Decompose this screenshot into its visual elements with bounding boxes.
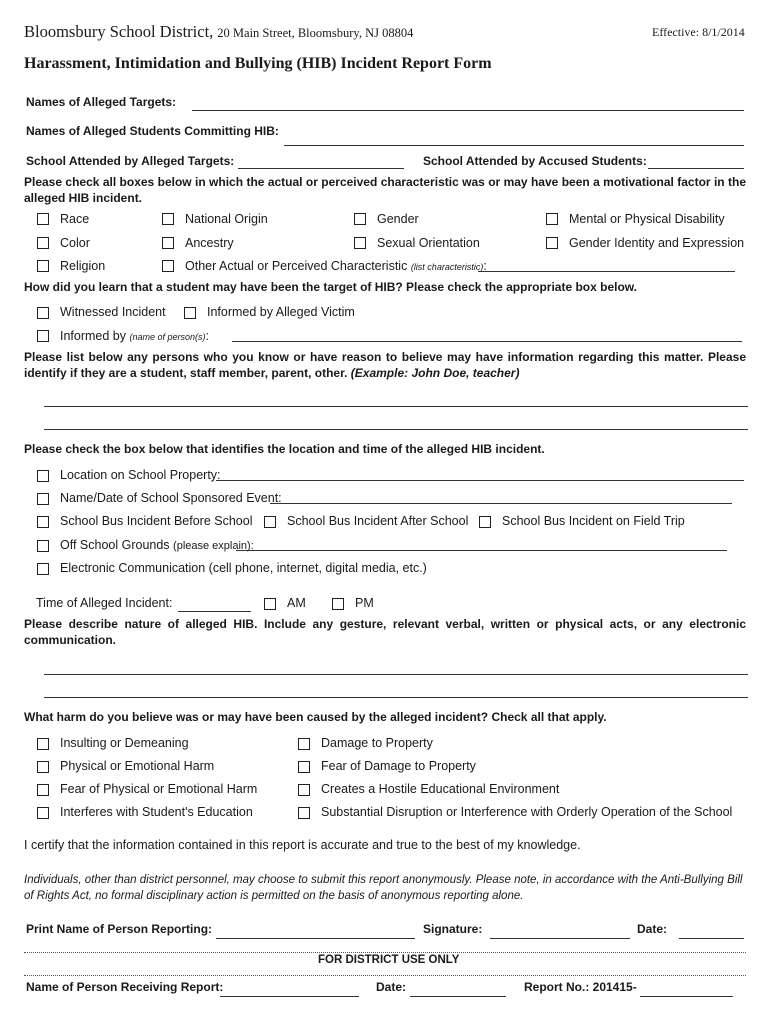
nature-input-line-2[interactable] <box>44 697 748 698</box>
district-date-input-line[interactable] <box>410 996 506 997</box>
off-grounds-input-line[interactable] <box>236 550 727 551</box>
physical-emotional-checkbox[interactable] <box>37 761 49 773</box>
district-name: Bloomsbury School District, <box>24 22 214 41</box>
committing-input-line[interactable] <box>284 145 744 146</box>
other-characteristic-checkbox[interactable] <box>162 260 174 272</box>
gender-identity-checkbox[interactable] <box>546 237 558 249</box>
fear-harm-checkbox[interactable] <box>37 784 49 796</box>
report-no-label: Report No.: 201415- <box>524 980 637 994</box>
am-checkbox[interactable] <box>264 598 276 610</box>
other-characteristic-note: (list characteristic) <box>410 262 484 272</box>
other-characteristic-colon: : <box>483 259 487 273</box>
harm-question: What harm do you believe was or may have been caused by the alleged incident? Check all that apply. <box>24 710 607 724</box>
location-instruction: Please check the box below that identifies the location and time of the alleged HIB incident. <box>24 442 545 456</box>
disruption-checkbox[interactable] <box>298 807 310 819</box>
on-property-label: Location on School Property: <box>60 468 221 482</box>
persons-instruction-text: Please list below any persons who you know or have reason to believe may have information regarding this matter. Please identify if they are a student, staff member, parent, other. <box>24 350 746 380</box>
certify-statement: I certify that the information contained in this report is accurate and true to the best of my knowledge. <box>24 838 581 852</box>
damage-property-label: Damage to Property <box>321 736 433 750</box>
district-use-heading: FOR DISTRICT USE ONLY <box>318 954 460 966</box>
informed-by-label <box>60 329 209 343</box>
informed-by-colon: : <box>205 329 210 343</box>
form-title: Harassment, Intimidation and Bullying (HIB) Incident Report Form <box>24 55 492 72</box>
off-grounds-checkbox[interactable] <box>37 540 49 552</box>
sexual-orientation-label: Sexual Orientation <box>377 236 480 250</box>
anonymous-note: Individuals, other than district personnel, may choose to submit this report anonymously. Please note, in accordance with the Anti-Bullying Bill of Rights Act, no formal disciplinary action is permitted on the basis of anonymous reporting alone. <box>24 874 743 902</box>
bus-before-checkbox[interactable] <box>37 516 49 528</box>
persons-instruction <box>24 349 746 381</box>
on-property-input-line[interactable] <box>216 480 744 481</box>
district-date-label: Date: <box>376 980 407 994</box>
color-label: Color <box>60 236 90 250</box>
report-no-input-line[interactable] <box>640 996 733 997</box>
district-use-bottom-divider <box>24 975 746 976</box>
bus-after-label: School Bus Incident After School <box>287 514 469 528</box>
nature-instruction: Please describe nature of alleged HIB. Include any gesture, relevant verbal, written or physical acts, or any electronic communication. <box>24 617 746 647</box>
other-characteristic-label <box>185 259 487 273</box>
witnessed-checkbox[interactable] <box>37 307 49 319</box>
pm-checkbox[interactable] <box>332 598 344 610</box>
receiving-label: Name of Person Receiving Report: <box>26 980 224 994</box>
religion-label: Religion <box>60 259 106 273</box>
bus-field-trip-label: School Bus Incident on Field Trip <box>502 514 685 528</box>
electronic-label: Electronic Communication (cell phone, internet, digital media, etc.) <box>60 561 427 575</box>
ancestry-checkbox[interactable] <box>162 237 174 249</box>
school-targets-input-line[interactable] <box>238 168 404 169</box>
race-checkbox[interactable] <box>37 213 49 225</box>
fear-harm-label: Fear of Physical or Emotional Harm <box>60 782 258 796</box>
learned-question: How did you learn that a student may have been the target of HIB? Please check the appropriate box below. <box>24 280 638 294</box>
persons-input-line-2[interactable] <box>44 429 748 430</box>
gender-label: Gender <box>377 212 419 226</box>
gender-checkbox[interactable] <box>354 213 366 225</box>
signature-input-line[interactable] <box>490 938 630 939</box>
bus-before-label: School Bus Incident Before School <box>60 514 253 528</box>
informed-victim-checkbox[interactable] <box>184 307 196 319</box>
print-name-input-line[interactable] <box>216 938 415 939</box>
hostile-checkbox[interactable] <box>298 784 310 796</box>
informed-by-text: Informed by <box>60 329 127 343</box>
witnessed-label: Witnessed Incident <box>60 305 166 319</box>
disability-checkbox[interactable] <box>546 213 558 225</box>
sponsored-event-label: Name/Date of School Sponsored Event: <box>60 491 282 505</box>
ancestry-label: Ancestry <box>185 236 234 250</box>
informed-by-input-line[interactable] <box>232 341 742 342</box>
persons-input-line-1[interactable] <box>44 406 748 407</box>
bus-after-checkbox[interactable] <box>264 516 276 528</box>
hostile-label: Creates a Hostile Educational Environment <box>321 782 560 796</box>
school-accused-label: School Attended by Accused Students: <box>423 154 647 168</box>
print-name-label: Print Name of Person Reporting: <box>26 922 213 936</box>
signature-label: Signature: <box>423 922 483 936</box>
persons-example: (Example: John Doe, teacher) <box>350 366 520 380</box>
receiving-input-line[interactable] <box>220 996 359 997</box>
sexual-orientation-checkbox[interactable] <box>354 237 366 249</box>
targets-label: Names of Alleged Targets: <box>26 95 177 109</box>
gender-identity-label: Gender Identity and Expression <box>569 236 745 250</box>
targets-input-line[interactable] <box>192 110 744 111</box>
interferes-label: Interferes with Student's Education <box>60 805 253 819</box>
off-grounds-label <box>60 538 254 552</box>
other-characteristic-text: Other Actual or Perceived Characteristic <box>185 259 408 273</box>
insulting-label: Insulting or Demeaning <box>60 736 189 750</box>
school-targets-label: School Attended by Alleged Targets: <box>26 154 235 168</box>
pm-label: PM <box>355 596 374 610</box>
am-label: AM <box>287 596 306 610</box>
religion-checkbox[interactable] <box>37 260 49 272</box>
sponsored-event-input-line[interactable] <box>270 503 732 504</box>
color-checkbox[interactable] <box>37 237 49 249</box>
on-property-checkbox[interactable] <box>37 470 49 482</box>
time-input-line[interactable] <box>178 611 251 612</box>
other-characteristic-input-line[interactable] <box>478 271 735 272</box>
informed-by-checkbox[interactable] <box>37 330 49 342</box>
national-origin-label: National Origin <box>185 212 268 226</box>
time-label: Time of Alleged Incident: <box>36 596 173 610</box>
committing-label: Names of Alleged Students Committing HIB: <box>26 124 279 138</box>
district-use-top-divider <box>24 952 746 953</box>
sponsored-event-checkbox[interactable] <box>37 493 49 505</box>
bus-field-trip-checkbox[interactable] <box>479 516 491 528</box>
date-label: Date: <box>637 922 668 936</box>
interferes-checkbox[interactable] <box>37 807 49 819</box>
nature-input-line-1[interactable] <box>44 674 748 675</box>
date-input-line[interactable] <box>679 938 744 939</box>
disruption-label: Substantial Disruption or Interference with Orderly Operation of the School <box>321 805 733 819</box>
off-grounds-text: Off School Grounds <box>60 538 170 552</box>
fear-damage-checkbox[interactable] <box>298 761 310 773</box>
school-accused-input-line[interactable] <box>648 168 744 169</box>
off-grounds-note: (please explain): <box>173 540 254 552</box>
electronic-checkbox[interactable] <box>37 563 49 575</box>
insulting-checkbox[interactable] <box>37 738 49 750</box>
national-origin-checkbox[interactable] <box>162 213 174 225</box>
damage-property-checkbox[interactable] <box>298 738 310 750</box>
race-label: Race <box>60 212 90 226</box>
district-address: 20 Main Street, Bloomsbury, NJ 08804 <box>217 26 414 40</box>
informed-victim-label: Informed by Alleged Victim <box>207 305 355 319</box>
characteristics-instruction: Please check all boxes below in which the actual or perceived characteristic was or may have been a motivational factor in the alleged HIB incident. <box>24 175 746 205</box>
district-header <box>24 22 413 42</box>
disability-label: Mental or Physical Disability <box>569 212 725 226</box>
fear-damage-label: Fear of Damage to Property <box>321 759 476 773</box>
physical-emotional-label: Physical or Emotional Harm <box>60 759 215 773</box>
effective-date: Effective: 8/1/2014 <box>652 25 745 39</box>
informed-by-note: (name of person(s) <box>129 332 206 342</box>
